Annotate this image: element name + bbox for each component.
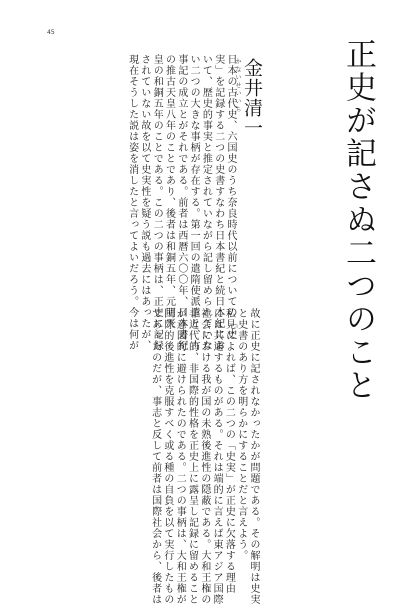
- text-column: い二つの大きな事柄が存在する。第一回の遣隋使派遣と、古: [188, 54, 200, 351]
- text-column: 社会における我が国の未熟後進性の隠蔽である。大和王権の: [198, 308, 210, 605]
- page-number: 45: [47, 29, 55, 36]
- text-column: 事記の成立とがそれである。前者は西暦六〇〇年、日本書紀: [175, 54, 187, 351]
- author-name: 金井清一: [241, 58, 263, 138]
- text-column: 現在そうした説は姿を消したと言ってよいだろう。今は何が: [126, 54, 138, 351]
- essay-title: 正史が記さぬ二つのこと: [340, 38, 376, 403]
- author-ruby: かないせいいち: [234, 58, 241, 114]
- text-column: 日本の古代史、六国史のうち奈良時代以前についての「史: [225, 54, 236, 340]
- text-column: 実」を記録する二つの史書すなわち日本書紀と続日本紀にお: [212, 54, 224, 351]
- text-column: の推古天皇八年のことであり、後者は和銅五年、元明天: [163, 54, 175, 329]
- text-column: されていない故を以て史実性を疑う説も過去にはあったが、: [138, 54, 150, 351]
- text-column: いて、歴史的事実と推定されていながら記し留められていな: [200, 54, 212, 351]
- text-column: であったのだが、事志と反して前者は国際社会から、後者は: [149, 308, 161, 605]
- text-column: 国際的後進性を克服すべく或る種の自負を以て実行したもの: [161, 308, 173, 605]
- body-text-lower: [43, 308, 259, 605]
- text-column: が意図的に避けられたのである。二つの事柄は、大和王権が: [174, 308, 186, 605]
- body-text-upper: [91, 54, 236, 351]
- text-column: と史書のあり方を明らかにすることだと言えよう。: [235, 308, 247, 561]
- text-column: 皇の和銅五年のことである。この二つの事柄は、正史に記録: [151, 54, 163, 351]
- text-column: 故に正史に記されなかったかが問題である。その解明は史実: [248, 308, 259, 605]
- text-column: 非近代的、非国際的性格を正史上に露呈し記録に留めること: [186, 308, 198, 605]
- text-column: には共通するものがある。それは端的に言えば東アジア国際: [211, 308, 223, 605]
- text-column: 私見によれば、この二つの「史実」が正史に欠落する理由: [223, 308, 235, 594]
- author-block: [232, 58, 262, 138]
